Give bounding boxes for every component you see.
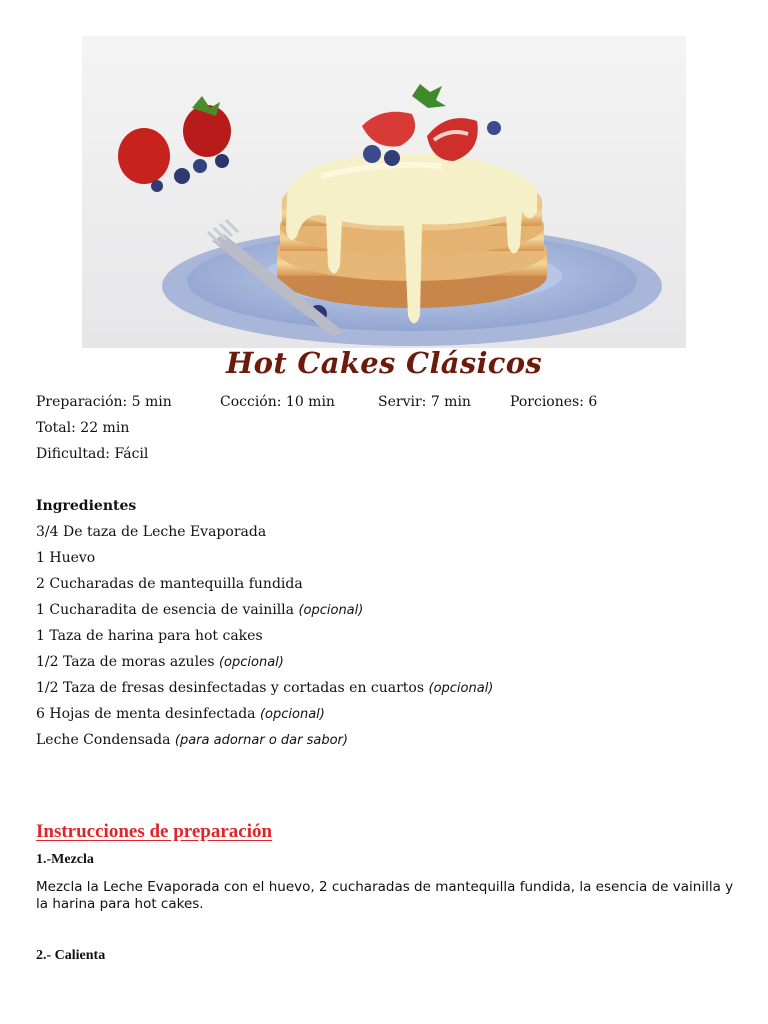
ingredient-text: Leche Condensada [36, 732, 175, 748]
servings: Porciones: 6 [510, 394, 598, 410]
ingredient-note: (opcional) [298, 603, 364, 618]
ingredient-note: (para adornar o dar sabor) [174, 733, 348, 748]
ingredients-heading: Ingredientes [36, 498, 137, 514]
ingredient-item [36, 575, 303, 594]
ingredient-text: 2 Cucharadas de mantequilla fundida [36, 576, 303, 592]
ingredient-item [36, 731, 348, 750]
ingredient-text: 1/2 Taza de moras azules [36, 654, 219, 670]
prep-time: Preparación: 5 min [36, 394, 172, 410]
ingredient-item [36, 523, 266, 542]
total-time: Total: 22 min [36, 420, 130, 436]
ingredient-item [36, 679, 493, 698]
ingredient-note: (opcional) [218, 655, 284, 670]
cook-time: Cocción: 10 min [220, 394, 335, 410]
ingredient-item [36, 627, 263, 646]
ingredient-item [36, 549, 95, 568]
difficulty: Dificultad: Fácil [36, 446, 149, 462]
ingredient-item [36, 705, 325, 724]
ingredient-note: (opcional) [259, 707, 325, 722]
ingredient-note: (opcional) [428, 681, 494, 696]
ingredient-text: 1/2 Taza de fresas desinfectadas y cortadas en cuartos [36, 680, 429, 696]
serve-time: Servir: 7 min [378, 394, 471, 410]
instructions-heading: Instrucciones de preparación [36, 821, 273, 842]
ingredient-text: 1 Taza de harina para hot cakes [36, 628, 263, 644]
ingredient-text: 3/4 De taza de Leche Evaporada [36, 524, 267, 540]
ingredient-text: 1 Cucharadita de esencia de vainilla [36, 602, 299, 618]
ingredient-text: 1 Huevo [36, 550, 96, 566]
recipe-title: Hot Cakes Clásicos [225, 346, 543, 380]
ingredient-item [36, 653, 284, 672]
step-title: 1.-Mezcla [36, 852, 94, 867]
step-text: Mezcla la Leche Evaporada con el huevo, 2 cucharadas de mantequilla fundida, la esencia de vainilla y la harina para hot cakes. [36, 879, 734, 912]
step-title: 2.- Calienta [36, 948, 106, 963]
ingredient-text: 6 Hojas de menta desinfectada [36, 706, 260, 722]
ingredient-item [36, 601, 363, 620]
recipe-photo [82, 36, 686, 348]
